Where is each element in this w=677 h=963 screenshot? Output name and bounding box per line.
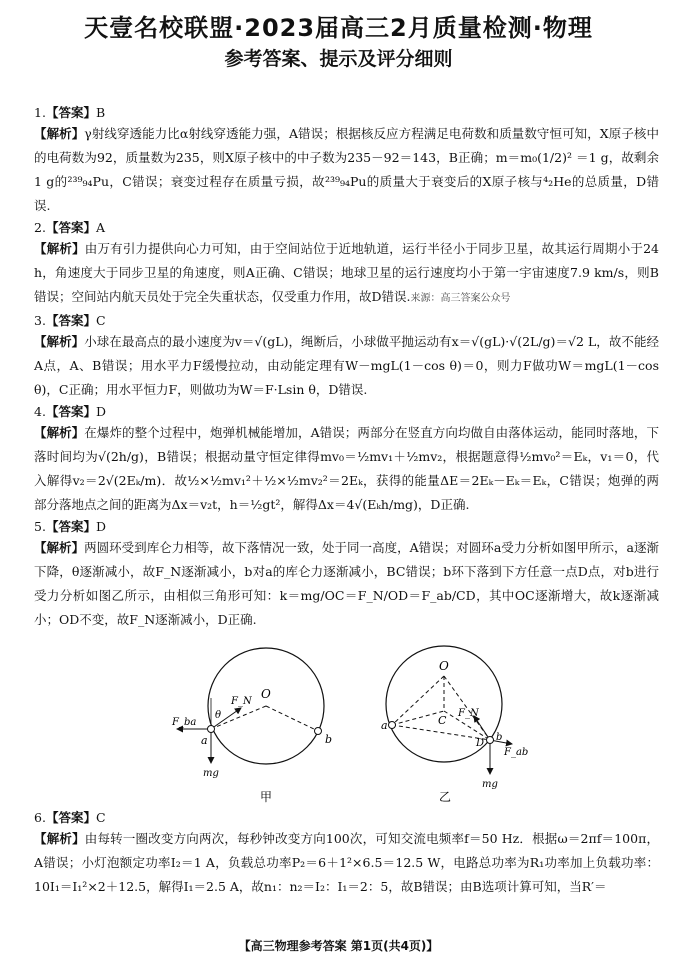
figure-yi xyxy=(381,646,528,804)
question-number: 4. xyxy=(34,404,46,419)
page-title: 天壹名校联盟·2023届高三2月质量检测·物理 xyxy=(84,14,593,42)
analysis-line xyxy=(34,421,659,517)
answer-line xyxy=(34,218,659,237)
question-number: 5. xyxy=(34,519,46,534)
question-1 xyxy=(34,103,659,218)
answer-tag: 【答案】 xyxy=(45,313,96,328)
answer-value: C xyxy=(95,313,106,328)
ring-b xyxy=(315,728,322,735)
answer-line xyxy=(34,402,659,421)
label-mg: mg xyxy=(203,768,219,779)
question-6 xyxy=(34,808,659,899)
label-fn: F_N xyxy=(458,708,479,719)
question-4 xyxy=(34,402,659,517)
label-b: b xyxy=(496,732,503,743)
answer-value: D xyxy=(95,519,106,534)
analysis-text: γ射线穿透能力比α射线穿透能力强，A错误；根据核反应方程满足电荷数和质量数守恒可知，X原子核中的电荷数为92，质量数为235，则X原子核中的中子数为235－92＝143，B正确；m＝m₀(1/2)² ＝1 g，故剩余1 g的²³⁹₉₄Pu，C错误；衰变过程存在质量亏损，故²³⁹₉₄Pu的质量大于衰变后的X原子核与⁴₂He的总质量，D错误. xyxy=(34,126,659,213)
label-fba: F_ba xyxy=(172,717,197,728)
analysis-text: 两圆环受到库仑力相等，故下落情况一致，处于同一高度，A错误；对圆环a受力分析如图甲所示，a逐渐下降，θ逐渐减小，故F_N逐渐减小，b对a的库仑力逐渐减小，BC错误；b环下落到下方任意一点D点，对b进行受力分析如图乙所示，由相似三角形可知：k＝mg/OC＝F_N/OD＝F_ab/CD，其中OC逐渐增大，故k逐渐减小；OD不变，故F_N逐渐减小，D正确. xyxy=(34,540,659,627)
answer-tag: 【答案】 xyxy=(45,810,96,825)
page-subtitle: 参考答案、提示及评分细则 xyxy=(224,48,453,70)
label-theta: θ xyxy=(215,710,222,721)
question-2 xyxy=(34,218,659,311)
ring-b xyxy=(487,737,494,744)
figure-jia xyxy=(171,648,332,804)
label-fab: F_ab xyxy=(504,747,529,758)
analysis-text: 由每转一圈改变方向两次，每秒钟改变方向100次，可知交流电频率f＝50 Hz．根据ω＝2πf＝100π，A错误；小灯泡额定功率I₂＝1 A，负载总功率P₂＝6＋1²×6.5＝12.5 W，电路总功率为R₁功率加上负载功率：10I₁＝I₁²×2＋12.5，解得I₁＝2.5 A，故n₁：n₂＝I₂：I₁＝2：5，故B错误；由B选项计算可知，当R′＝ xyxy=(34,831,659,894)
question-number: 1. xyxy=(34,105,46,120)
caption-yi: 乙 xyxy=(439,790,452,804)
question-number: 3. xyxy=(34,313,46,328)
analysis-tag: 【解析】 xyxy=(34,334,85,349)
answer-tag: 【答案】 xyxy=(45,105,96,120)
caption-jia: 甲 xyxy=(260,790,273,804)
answer-line xyxy=(34,808,659,827)
line-oa xyxy=(392,676,444,725)
analysis-text: 小球在最高点的最小速度为v＝√(gL)，绳断后，小球做平抛运动有x＝√(gL)·√(2L/g)＝√2 L，故不能经A点，A、B错误；用水平力F缓慢拉动，由动能定理有W－mgL(1－cos θ)＝0，则力F做功W＝mgL(1－cos θ)，C正确；用水平恒力F，则做功为W＝F·Lsin θ，D错误. xyxy=(34,334,659,397)
question-number: 2. xyxy=(34,220,46,235)
label-o: O xyxy=(439,659,449,673)
string-ob xyxy=(266,706,318,731)
label-fn: F_N xyxy=(231,696,252,707)
answer-tag: 【答案】 xyxy=(45,404,96,419)
line-ac xyxy=(392,711,444,725)
answer-line xyxy=(34,311,659,330)
analysis-text: 由万有引力提供向心力可知，由于空间站位于近地轨道，运行半径小于同步卫星，故其运行周期小于24 h，角速度大于同步卫星的角速度，则A正确、C错误；地球卫星的运行速度均小于第一宇宙速度7.9 km/s，则B错误；空间站内航天员处于完全失重状态，仅受重力作用，故D错误. xyxy=(34,241,659,304)
answer-line xyxy=(34,103,659,122)
analysis-tag: 【解析】 xyxy=(34,425,85,440)
answer-tag: 【答案】 xyxy=(45,519,96,534)
analysis-line xyxy=(34,827,659,899)
ring-a xyxy=(389,722,396,729)
analysis-tag: 【解析】 xyxy=(34,540,85,555)
analysis-tag: 【解析】 xyxy=(34,126,85,141)
analysis-line xyxy=(34,122,659,218)
label-c: C xyxy=(438,714,447,727)
force-diagrams xyxy=(34,636,659,808)
analysis-line xyxy=(34,237,659,311)
answer-value: A xyxy=(95,220,105,235)
question-5 xyxy=(34,517,659,632)
label-o: O xyxy=(261,687,271,701)
label-d: D xyxy=(476,738,485,749)
analysis-text: 在爆炸的整个过程中，炮弹机械能增加，A错误；两部分在竖直方向均做自由落体运动，能同时落地，下落时间均为√(2h/g)，B错误；根据动量守恒定律得mv₀＝½mv₁＋½mv₂，根据题意得½mv₀²＝Eₖ，v₁＝0，代入解得v₂＝2√(2Eₖ/m)．故½×½mv₁²＋½×½mv₂²＝2Eₖ，获得的能量ΔE＝2Eₖ－Eₖ＝Eₖ，C错误；炮弹的两部分落地点之间的距离为Δx＝v₂t，h＝½gt²，解得Δx＝4√(Eₖh/mg)，D正确. xyxy=(34,425,659,512)
question-3 xyxy=(34,311,659,402)
answer-line xyxy=(34,517,659,536)
label-b: b xyxy=(325,733,333,746)
ring-a xyxy=(208,726,215,733)
answer-tag: 【答案】 xyxy=(45,220,96,235)
fn-arrow xyxy=(474,716,490,740)
analysis-line xyxy=(34,536,659,632)
answer-value: D xyxy=(95,404,106,419)
source-note: 来源：高三答案公众号 xyxy=(410,293,511,304)
label-mg: mg xyxy=(482,779,498,790)
answer-value: B xyxy=(95,105,106,120)
label-a: a xyxy=(201,734,208,747)
label-a: a xyxy=(381,719,388,732)
page-footer: 【高三物理参考答案 第1页(共4页)】 xyxy=(238,939,439,953)
analysis-tag: 【解析】 xyxy=(34,241,85,256)
analysis-tag: 【解析】 xyxy=(34,831,85,846)
question-number: 6. xyxy=(34,810,46,825)
answer-value: C xyxy=(95,810,106,825)
force-diagram-svg xyxy=(34,636,659,808)
answer-content xyxy=(34,103,659,899)
analysis-line xyxy=(34,330,659,402)
